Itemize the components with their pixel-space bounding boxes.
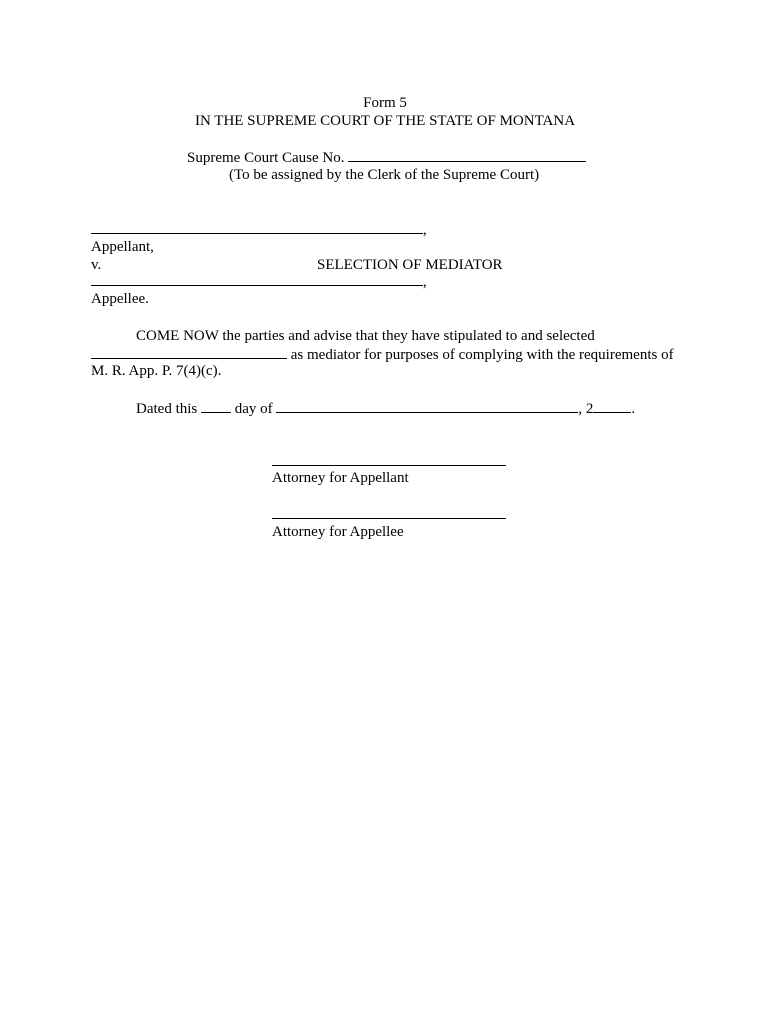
paragraph-line-3: M. R. App. P. 7(4)(c). [91,363,222,379]
appellant-name-blank[interactable] [91,220,423,234]
dated-year-blank[interactable] [593,399,631,413]
versus-label: v. [91,257,102,273]
appellee-name-blank[interactable] [91,272,423,286]
appellee-attorney-label: Attorney for Appellee [272,524,404,540]
appellant-name-line: , [91,220,427,239]
dated-month-blank[interactable] [276,399,578,413]
appellant-attorney-signature-line[interactable] [272,465,506,466]
appellant-label: Appellant, [91,239,154,255]
appellant-attorney-label: Attorney for Appellant [272,470,409,486]
mediator-name-blank[interactable] [91,345,287,359]
cause-number-blank[interactable] [348,148,586,162]
court-name: IN THE SUPREME COURT OF THE STATE OF MONTANA [194,113,576,129]
cause-number-label: Supreme Court Cause No. [187,150,349,166]
dated-day-blank[interactable] [201,399,231,413]
appellee-label: Appellee. [91,291,149,307]
form-label: Form 5 [363,95,407,111]
dated-line: Dated this day of , 2 . [136,401,636,417]
cause-number-note: (To be assigned by the Clerk of the Supreme Court) [229,167,540,183]
document-title: SELECTION OF MEDIATOR [317,257,503,273]
paragraph-line-1: COME NOW the parties and advise that they have stipulated to and selected [136,328,595,344]
paragraph-line-2: as mediator for purposes of complying with the requirements of [91,345,674,364]
cause-number-line [187,148,586,167]
appellee-attorney-signature-line[interactable] [272,518,506,519]
appellee-name-line: , [91,272,427,291]
